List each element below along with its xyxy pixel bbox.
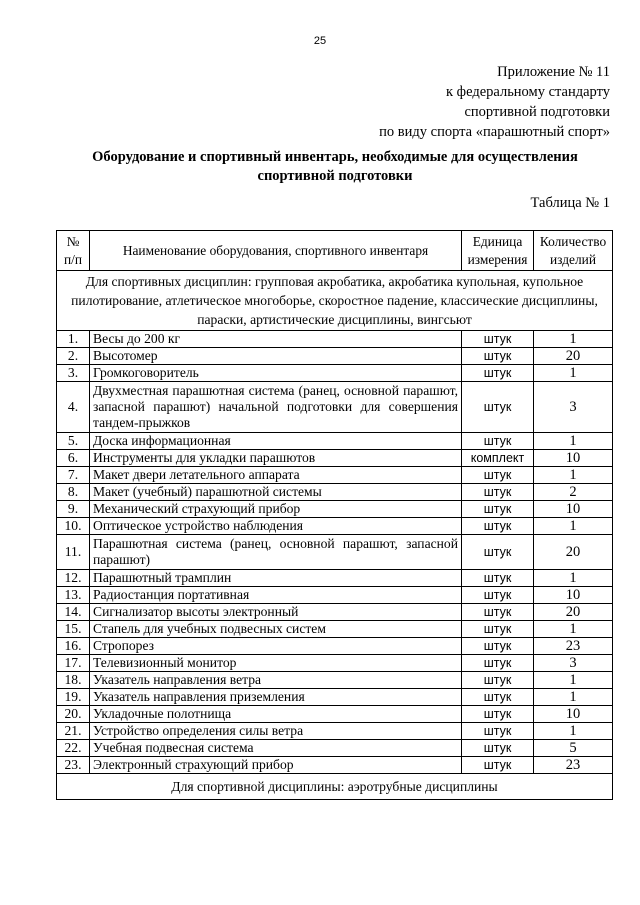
- table-row: [57, 604, 613, 621]
- table-row: [57, 655, 613, 672]
- item-quantity: 3: [534, 655, 613, 672]
- item-name: Стапель для учебных подвесных систем: [90, 621, 462, 638]
- table-header-row: [57, 231, 613, 271]
- item-quantity: 1: [534, 365, 613, 382]
- item-name: Доска информационная: [90, 433, 462, 450]
- item-unit: комплект: [462, 450, 534, 467]
- item-quantity: 10: [534, 587, 613, 604]
- item-unit: штук: [462, 535, 534, 570]
- appendix-line: спортивной подготовки: [464, 104, 610, 120]
- row-number: 17.: [57, 655, 90, 672]
- item-unit: штук: [462, 689, 534, 706]
- row-number: 22.: [57, 740, 90, 757]
- equipment-table: [56, 230, 613, 800]
- table-label: Таблица № 1: [530, 195, 610, 211]
- item-name: Весы до 200 кг: [90, 331, 462, 348]
- appendix-header: [250, 62, 610, 142]
- item-unit: штук: [462, 518, 534, 535]
- item-name: Телевизионный монитор: [90, 655, 462, 672]
- appendix-line: по виду спорта «парашютный спорт»: [379, 124, 610, 140]
- item-name: Указатель направления ветра: [90, 672, 462, 689]
- item-unit: штук: [462, 382, 534, 433]
- item-quantity: 5: [534, 740, 613, 757]
- item-unit: штук: [462, 672, 534, 689]
- item-name: Устройство определения силы ветра: [90, 723, 462, 740]
- item-quantity: 1: [534, 672, 613, 689]
- row-number: 16.: [57, 638, 90, 655]
- row-number: 9.: [57, 501, 90, 518]
- item-unit: штук: [462, 621, 534, 638]
- item-quantity: 20: [534, 535, 613, 570]
- item-unit: штук: [462, 365, 534, 382]
- row-number: 4.: [57, 382, 90, 433]
- row-number: 10.: [57, 518, 90, 535]
- table-row: [57, 365, 613, 382]
- section-row: [57, 774, 613, 800]
- row-number: 12.: [57, 570, 90, 587]
- row-number: 2.: [57, 348, 90, 365]
- row-number: 18.: [57, 672, 90, 689]
- table-row: [57, 518, 613, 535]
- row-number: 3.: [57, 365, 90, 382]
- item-quantity: 10: [534, 450, 613, 467]
- item-unit: штук: [462, 570, 534, 587]
- item-name: Парашютный трамплин: [90, 570, 462, 587]
- item-name: Парашютная система (ранец, основной парашют, запасной парашют): [90, 535, 462, 570]
- table-row: [57, 382, 613, 433]
- section-row: [57, 271, 613, 331]
- item-name: Инструменты для укладки парашютов: [90, 450, 462, 467]
- item-quantity: 20: [534, 604, 613, 621]
- table-row: [57, 570, 613, 587]
- table-row: [57, 450, 613, 467]
- row-number: 21.: [57, 723, 90, 740]
- item-name: Учебная подвесная система: [90, 740, 462, 757]
- section-heading: Для спортивных дисциплин: групповая акробатика, акробатика купольная, купольное пилотирование, атлетическое многоборье, скоростное падение, классические дисциплины, параски, артистические дисциплины, вингсьют: [57, 271, 613, 331]
- item-quantity: 1: [534, 570, 613, 587]
- header-name: Наименование оборудования, спортивного инвентаря: [90, 231, 462, 271]
- item-name: Сигнализатор высоты электронный: [90, 604, 462, 621]
- table-row: [57, 433, 613, 450]
- item-name: Электронный страхующий прибор: [90, 757, 462, 774]
- header-num: № п/п: [57, 231, 90, 271]
- table-row: [57, 638, 613, 655]
- table-row: [57, 740, 613, 757]
- table-row: [57, 331, 613, 348]
- item-quantity: 1: [534, 433, 613, 450]
- page-number: 25: [313, 35, 327, 47]
- item-quantity: 10: [534, 706, 613, 723]
- table-row: [57, 587, 613, 604]
- table-row: [57, 672, 613, 689]
- item-name: Высотомер: [90, 348, 462, 365]
- item-unit: штук: [462, 331, 534, 348]
- item-unit: штук: [462, 655, 534, 672]
- row-number: 23.: [57, 757, 90, 774]
- title-line: Оборудование и спортивный инвентарь, необходимые для осуществления: [92, 149, 578, 165]
- row-number: 14.: [57, 604, 90, 621]
- table-row: [57, 689, 613, 706]
- appendix-line: Приложение № 11: [497, 64, 610, 80]
- appendix-line: к федеральному стандарту: [446, 84, 610, 100]
- item-quantity: 1: [534, 621, 613, 638]
- table-row: [57, 348, 613, 365]
- item-quantity: 1: [534, 518, 613, 535]
- item-quantity: 3: [534, 382, 613, 433]
- table-row: [57, 706, 613, 723]
- section-heading: Для спортивной дисциплины: аэротрубные дисциплины: [57, 774, 613, 800]
- item-name: Указатель направления приземления: [90, 689, 462, 706]
- table-row: [57, 621, 613, 638]
- table-row: [57, 723, 613, 740]
- row-number: 5.: [57, 433, 90, 450]
- item-name: Механический страхующий прибор: [90, 501, 462, 518]
- item-unit: штук: [462, 723, 534, 740]
- item-unit: штук: [462, 638, 534, 655]
- table-row: [57, 501, 613, 518]
- row-number: 11.: [57, 535, 90, 570]
- item-name: Макет (учебный) парашютной системы: [90, 484, 462, 501]
- item-name: Оптическое устройство наблюдения: [90, 518, 462, 535]
- item-quantity: 23: [534, 757, 613, 774]
- item-unit: штук: [462, 501, 534, 518]
- item-name: Радиостанция портативная: [90, 587, 462, 604]
- table-row: [57, 535, 613, 570]
- item-name: Громкоговоритель: [90, 365, 462, 382]
- item-unit: штук: [462, 348, 534, 365]
- item-name: Стропорез: [90, 638, 462, 655]
- item-unit: штук: [462, 706, 534, 723]
- title-line: спортивной подготовки: [257, 168, 413, 184]
- item-name: Двухместная парашютная система (ранец, основной парашют, запасной парашют) начальной подготовки для совершения тандем-прыжков: [90, 382, 462, 433]
- row-number: 15.: [57, 621, 90, 638]
- row-number: 7.: [57, 467, 90, 484]
- table-row: [57, 484, 613, 501]
- item-unit: штук: [462, 757, 534, 774]
- row-number: 20.: [57, 706, 90, 723]
- item-unit: штук: [462, 484, 534, 501]
- document-title: [40, 148, 630, 186]
- item-quantity: 23: [534, 638, 613, 655]
- item-quantity: 1: [534, 467, 613, 484]
- row-number: 13.: [57, 587, 90, 604]
- row-number: 19.: [57, 689, 90, 706]
- item-name: Макет двери летательного аппарата: [90, 467, 462, 484]
- item-unit: штук: [462, 433, 534, 450]
- item-unit: штук: [462, 467, 534, 484]
- row-number: 8.: [57, 484, 90, 501]
- table-row: [57, 757, 613, 774]
- table-row: [57, 467, 613, 484]
- item-unit: штук: [462, 604, 534, 621]
- header-unit: Единица измерения: [462, 231, 534, 271]
- item-unit: штук: [462, 740, 534, 757]
- item-quantity: 20: [534, 348, 613, 365]
- item-unit: штук: [462, 587, 534, 604]
- item-quantity: 10: [534, 501, 613, 518]
- header-qty: Количество изделий: [534, 231, 613, 271]
- row-number: 1.: [57, 331, 90, 348]
- item-quantity: 1: [534, 723, 613, 740]
- item-name: Укладочные полотнища: [90, 706, 462, 723]
- item-quantity: 1: [534, 689, 613, 706]
- row-number: 6.: [57, 450, 90, 467]
- item-quantity: 1: [534, 331, 613, 348]
- item-quantity: 2: [534, 484, 613, 501]
